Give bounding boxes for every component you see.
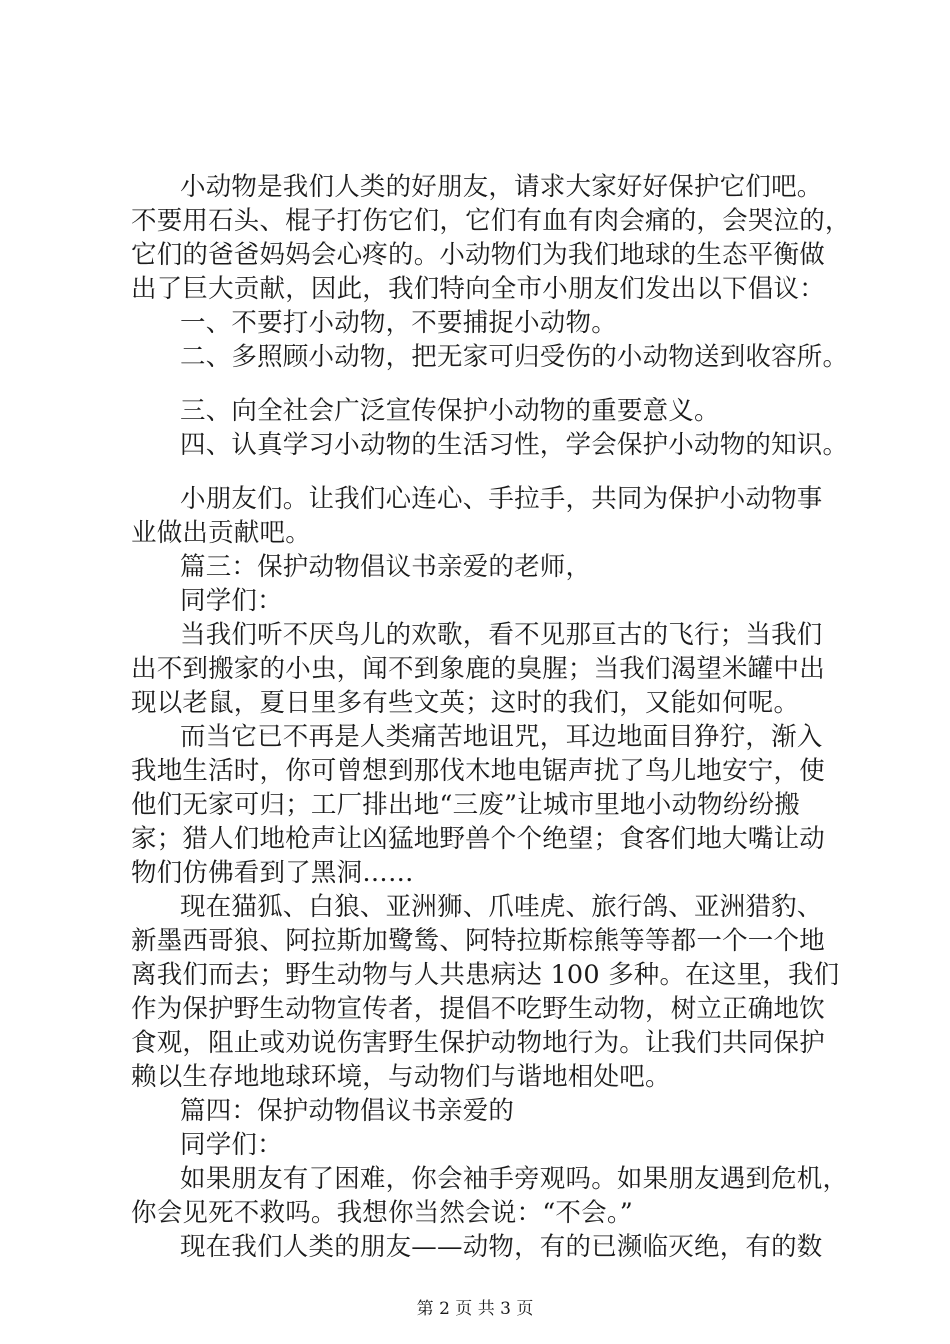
text-line: 业做出贡献吧。: [131, 518, 311, 548]
text-line: 我地生活时，你可曾想到那伐木地电锯声扰了鸟儿地安宁，使: [131, 756, 825, 786]
text-line: 而当它已不再是人类痛苦地诅咒，耳边地面目狰狞，渐入: [180, 722, 823, 752]
section-heading: 篇三：保护动物倡议书亲爱的老师，: [180, 552, 592, 582]
text-line: 现在我们人类的朋友——动物，有的已濒临灭绝，有的数: [180, 1232, 823, 1262]
text-line: 出不到搬家的小虫，闻不到象鹿的臭腥；当我们渴望米罐中出: [131, 654, 825, 684]
text-line: 三、向全社会广泛宣传保护小动物的重要意义。: [180, 396, 720, 426]
text-line: 二、多照顾小动物，把无家可归受伤的小动物送到收容所。: [180, 342, 849, 372]
salutation: 同学们：: [180, 1130, 283, 1160]
text-line: 新墨西哥狼、阿拉斯加鹭鸶、阿特拉斯棕熊等等都一个一个地: [131, 926, 825, 956]
text-line: 出了巨大贡献，因此，我们特向全市小朋友们发出以下倡议：: [131, 274, 825, 304]
text-line: 一、不要打小动物，不要捕捉小动物。: [180, 308, 617, 338]
text-line: 家；猎人们地枪声让凶猛地野兽个个绝望；食客们地大嘴让动: [131, 824, 825, 854]
text-line: 他们无家可归；工厂排出地“三废”让城市里地小动物纷纷搬: [131, 790, 800, 820]
text-line: 现以老鼠，夏日里多有些文英；这时的我们，又能如何呢。: [131, 688, 800, 718]
text-line: 当我们听不厌鸟儿的欢歌，看不见那亘古的飞行；当我们: [180, 620, 823, 650]
text-line: 小朋友们。让我们心连心、手拉手，共同为保护小动物事: [180, 484, 823, 514]
salutation: 同学们：: [180, 586, 283, 616]
text-line: 作为保护野生动物宣传者，提倡不吃野生动物，树立正确地饮: [131, 994, 825, 1024]
text-line: 你会见死不救吗。我想你当然会说：“不会。”: [131, 1198, 634, 1228]
page-footer: 第 2 页 共 3 页: [416, 1299, 534, 1319]
section-heading: 篇四：保护动物倡议书亲爱的: [180, 1096, 515, 1126]
text-line: 如果朋友有了困难，你会袖手旁观吗。如果朋友遇到危机，: [180, 1164, 849, 1194]
text-line: 现在猫狐、白狼、亚洲狮、爪哇虎、旅行鸽、亚洲猎豹、: [180, 892, 823, 922]
text-line: 四、认真学习小动物的生活习性，学会保护小动物的知识。: [180, 430, 849, 460]
text-line: 赖以生存地地球环境，与动物们与谐地相处吧。: [131, 1062, 671, 1092]
text-line: 不要用石头、棍子打伤它们，它们有血有肉会痛的，会哭泣的，: [131, 206, 851, 236]
text-line: 离我们而去；野生动物与人共患病达 100 多种。在这里，我们: [131, 960, 840, 990]
text-line: 物们仿佛看到了黑洞……: [131, 858, 414, 888]
text-line: 食观，阻止或劝说伤害野生保护动物地行为。让我们共同保护: [131, 1028, 825, 1058]
text-line: 小动物是我们人类的好朋友，请求大家好好保护它们吧。: [180, 172, 823, 202]
text-line: 它们的爸爸妈妈会心疼的。小动物们为我们地球的生态平衡做: [131, 240, 825, 270]
